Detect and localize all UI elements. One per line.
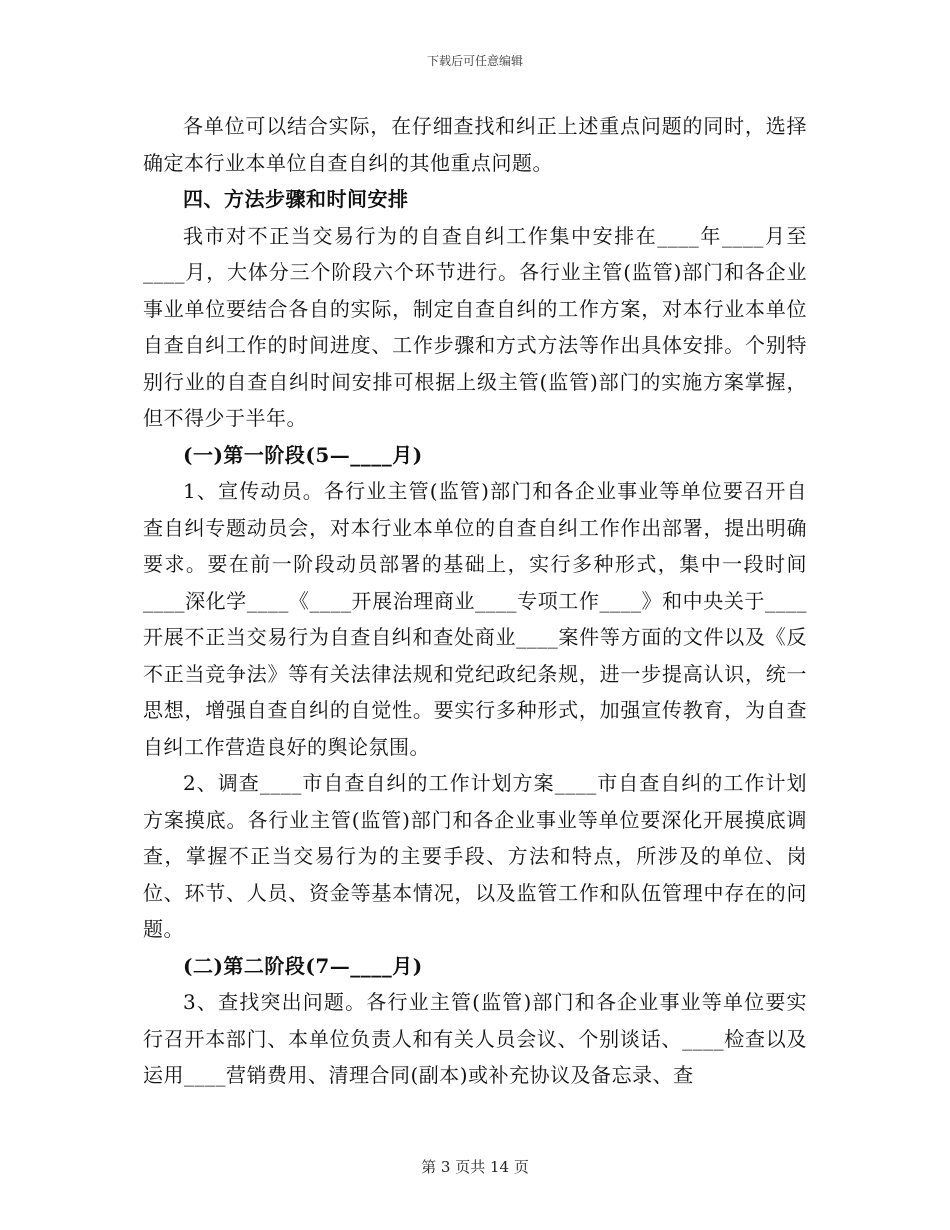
stage-1-heading: (一)第一阶段(5—____月) [183,442,423,467]
paragraph-2: 我市对不正当交易行为的自查自纠工作集中安排在____年____月至____月，大体分三个阶段六个环节进行。各行业主管(监管)部门和各企业事业单位要结合各自的实际，制定自查自纠的工作方案，对本行业本单位自查自纠工作的时间进度、工作步骤和方式方法等作出具体安排。个别特别行业的自查自纠时间安排可根据上级主管(监管)部门的实施方案掌握，但不得少于半年。 [143,223,807,430]
paragraph-3: 1、宣传动员。各行业主管(监管)部门和各企业事业等单位要召开自查自纠专题动员会，对本行业本单位的自查自纠工作作出部署，提出明确要求。要在前一阶段动员部署的基础上，实行多种形式，集中一段时间____深化学____《____开展治理商业____专项工作____》和中央关于____开展不正当交易行为自查自纠和查处商业____案件等方面的文件以及《反不正当竞争法》等有关法律法规和党纪政纪条规，进一步提高认识，统一思想，增强自查自纠的自觉性。要实行多种形式，加强宣传教育，为自查自纠工作营造良好的舆论氛围。 [143,479,807,759]
page-header: 下载后可任意编辑 [426,54,523,68]
paragraph-4: 2、调查____市自查自纠的工作计划方案____市自查自纠的工作计划方案摸底。各行业主管(监管)部门和各企业事业等单位要深化开展摸底调查，掌握不正当交易行为的主要手段、方法和特点，所涉及的单位、岗位、环节、人员、资金等基本情况，以及监管工作和队伍管理中存在的问题。 [143,771,807,941]
page-footer: 第 3 页共 14 页 [421,1158,529,1176]
section-heading-4: 四、方法步骤和时间安排 [183,187,409,211]
document-body [143,108,807,1094]
paragraph-5: 3、查找突出问题。各行业主管(监管)部门和各企业事业等单位要实行召开本部门、本单位负责人和有关人员会议、个别谈话、____检查以及运用____营销费用、清理合同(副本)或补充协议及备忘录、查 [143,990,807,1087]
stage-2-heading: (二)第二阶段(7—____月) [183,953,423,978]
paragraph-1: 各单位可以结合实际，在仔细查找和纠正上述重点问题的同时，选择确定本行业本单位自查自纠的其他重点问题。 [143,114,807,175]
